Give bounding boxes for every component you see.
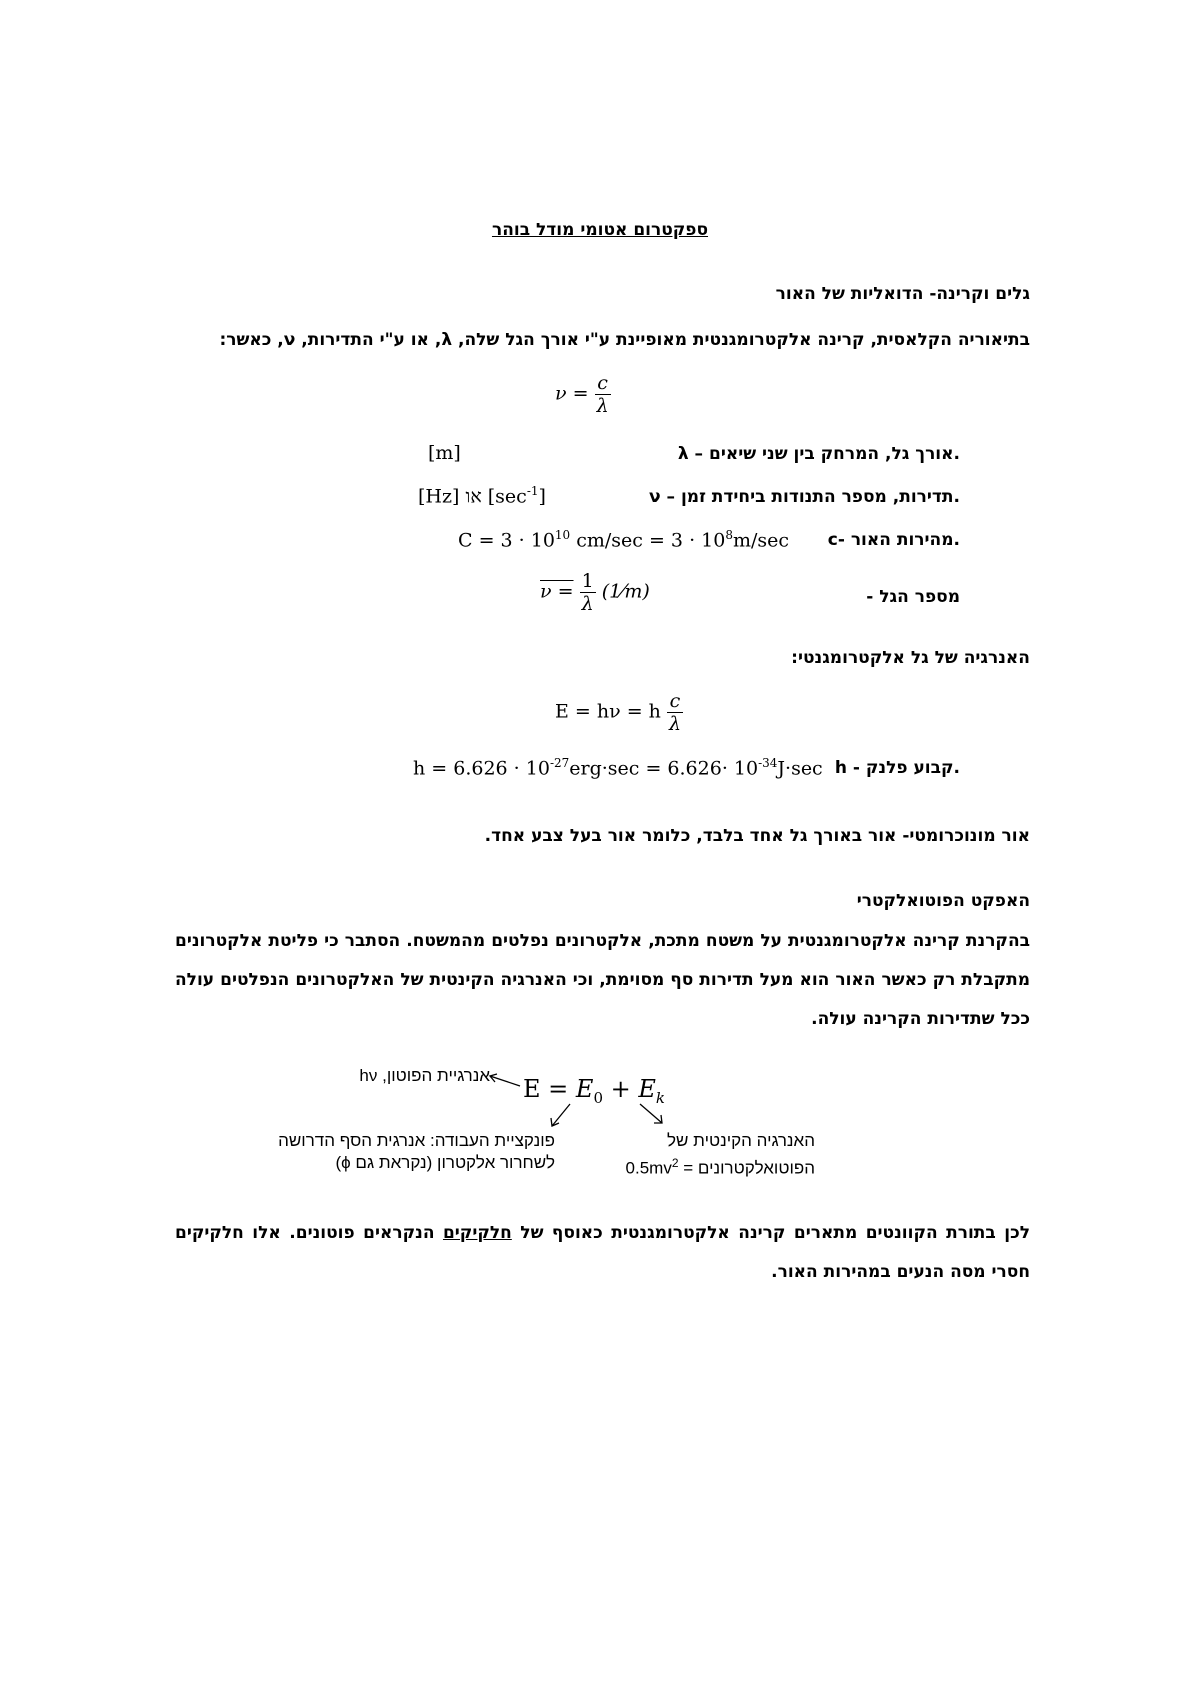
page-title: ספקטרום אטומי מודל בוהר	[491, 220, 709, 240]
unit-wavelength: [m]	[428, 442, 461, 464]
arrow-work-function	[552, 1104, 570, 1126]
equation-wavenumber: ν = $\frac{1}{\lambda}$ (1⁄m)	[540, 570, 650, 615]
definition-frequency: ν – תדירות, מספר התנודות ביחידת זמן.	[649, 487, 960, 507]
speed-of-light-value: $C = 3 \cdot 10^{10}$ $cm/\sec = 3 \cdot 10^8m/\sec$	[458, 528, 790, 552]
definition-wavelength: λ – אורך גל, המרחק בין שני שיאים.	[677, 444, 960, 464]
energy-text: האנרגיה של גל אלקטרומגנטי:	[791, 648, 1030, 668]
monochromatic-definition: אור מונוכרומטי- אור באורך גל אחד בלבד, כלומר אור בעל צבע אחד.	[484, 826, 1030, 846]
definition-speed-of-light: c- מהירות האור.	[827, 530, 960, 550]
photoelectric-equation: $E = E_0 + E_k$	[523, 1075, 665, 1107]
term-photons: פוטונים	[295, 1223, 355, 1243]
unit-frequency: [Hz] או $[\sec^{-1}]$	[418, 484, 546, 508]
section-heading-waves: גלים וקרינה- הדואליות של האור	[775, 284, 1030, 304]
arrow-kinetic	[640, 1104, 662, 1123]
kinetic-energy-label: האנרגיה הקינטית של הפוטואלקטרונים = $0.5mv^2$	[625, 1131, 815, 1178]
definition-wavenumber: מספר הגל -	[866, 587, 960, 607]
photon-energy-label: אנרגיית הפוטון, hν	[359, 1066, 490, 1085]
equation-energy: E = hν = h $\frac{c}{\lambda}$	[555, 690, 681, 735]
equation-frequency: ν = $\frac{c}{\lambda}$	[555, 372, 609, 417]
photoelectric-paragraph: בהקרנת קרינה אלקטרומגנטית על משטח מתכת, אלקטרונים נפלטים מהמשטח. הסתבר כי פליטת אלקטרונים מתקבלת רק כאשר האור הוא מעל תדירות סף מסוימת, וכי האנרגיה הקינטית של האלקטרונים הנפלטים עולה ככל שתדירות הקרינה עולה.	[175, 931, 1030, 1029]
equation-arrows	[480, 1068, 680, 1138]
term-particles: חלקיקים	[442, 1223, 512, 1243]
intro-paragraph: בתיאוריה הקלאסית, קרינה אלקטרומגנטית מאופיינת ע"י אורך הגל שלה, λ, או ע"י התדירות, ν, כאשר:	[219, 330, 1030, 350]
work-function-label: פונקציית העבודה: אנרגית הסף הדרושה לשחרור אלקטרון (נקראת גם ϕ)	[278, 1131, 555, 1172]
conclusion-paragraph: לכן בתורת הקוונטים מתארים קרינה אלקטרומגנטית כאוסף של חלקיקים הנקראים פוטונים. אלו חלקיקים חסרי מסה הנעים במהירות האור.	[175, 1223, 1030, 1282]
planck-label: h - קבוע פלנק.	[834, 758, 960, 778]
planck-value: $h = 6.626 \cdot 10^{-27}erg\cdot\sec = 6.626\cdot 10^{-34}J\cdot\sec$	[413, 756, 823, 780]
section-heading-photoelectric: האפקט הפוטואלקטרי	[856, 891, 1030, 911]
